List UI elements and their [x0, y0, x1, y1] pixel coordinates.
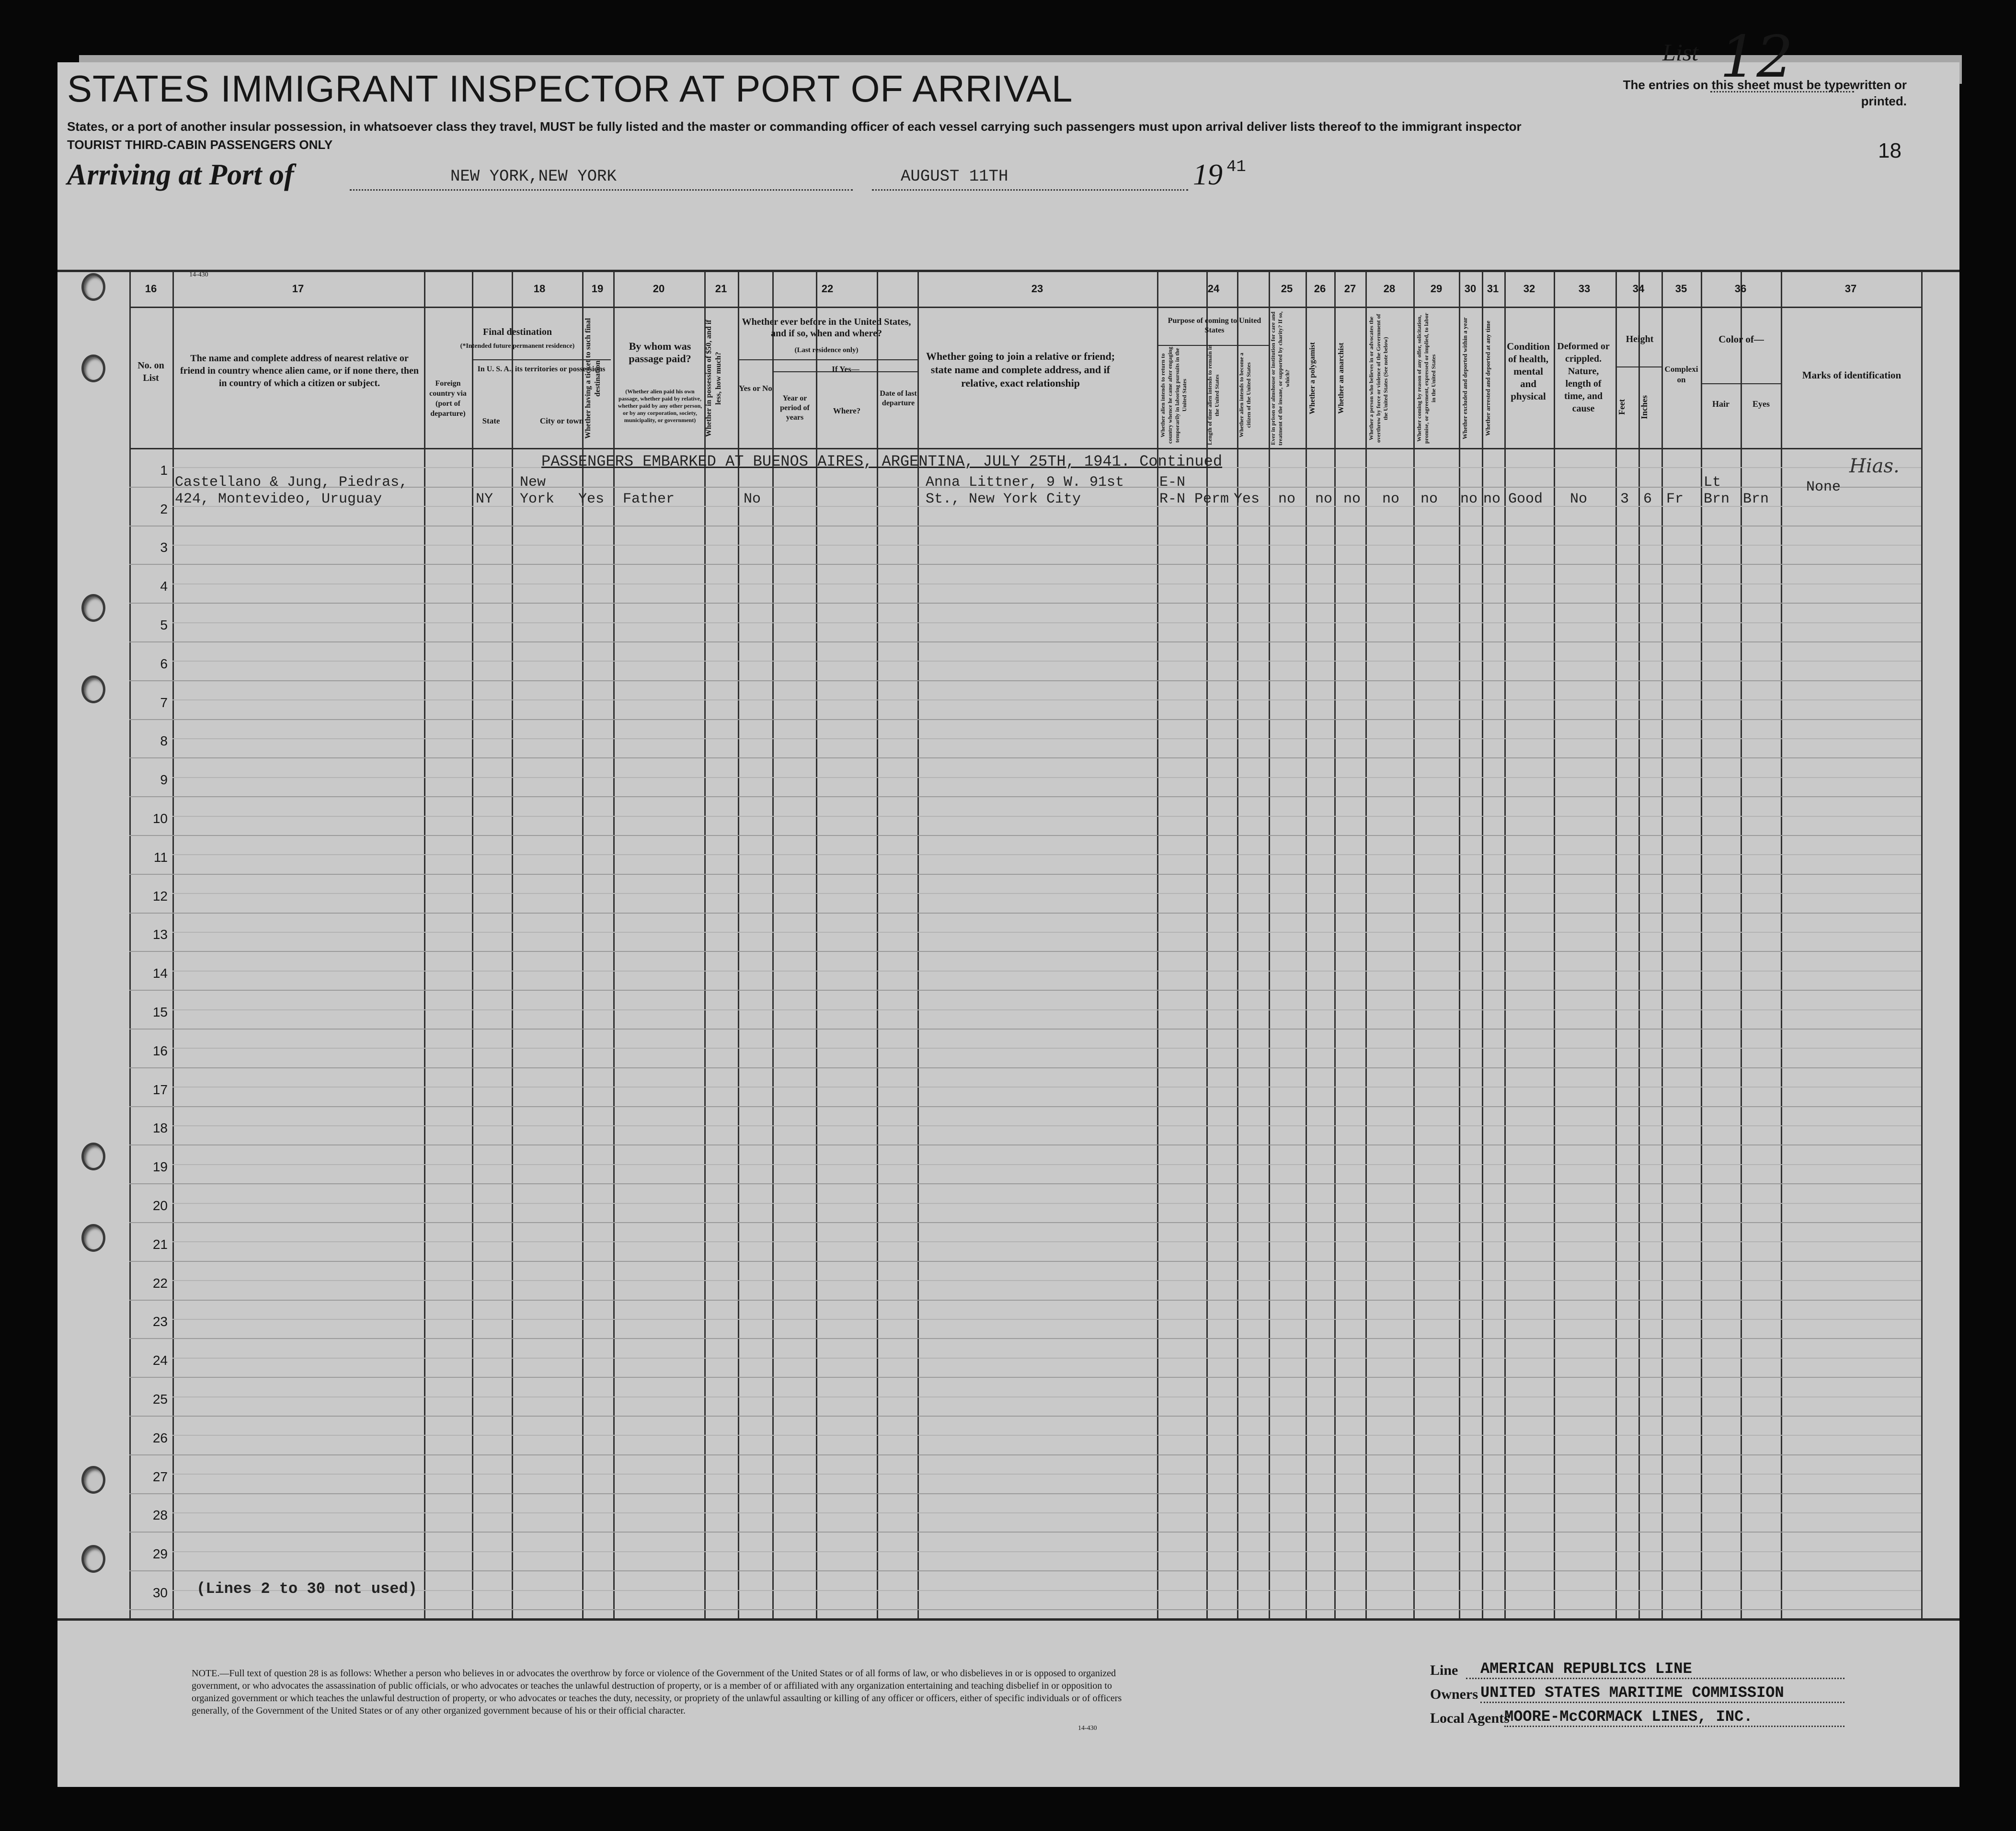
punch-hole-icon [81, 1545, 105, 1573]
col-header-no: No. on List [137, 360, 164, 383]
col-header-relative: The name and complete address of nearest relative or friend in country whence alien came, or if none there, then in country of which a citizen or subject. [180, 353, 419, 389]
row-number: 18 [152, 1121, 168, 1135]
height-inches: 6 [1643, 491, 1652, 507]
row-rule [129, 913, 1921, 914]
table-top-border [57, 270, 1959, 272]
row-rule [129, 1416, 1921, 1417]
unused-lines-note: (Lines 2 to 30 not used) [196, 1580, 417, 1598]
row-rule [129, 1144, 1921, 1145]
row-subrule [172, 1241, 1921, 1242]
row-number: 5 [160, 618, 168, 632]
row-rule [129, 1377, 1921, 1378]
row-rule [129, 1338, 1921, 1339]
row-subrule [172, 816, 1921, 817]
col-header-if-yes: If Yes— [832, 365, 859, 374]
column-number: 16 [145, 283, 157, 295]
header-bottom-rule [129, 448, 1921, 449]
row-subrule [172, 1125, 1921, 1126]
row-number: 29 [152, 1546, 168, 1561]
row-subrule [172, 545, 1921, 546]
row-rule [129, 564, 1921, 565]
row-number: 30 [152, 1585, 168, 1600]
row-rule [129, 990, 1921, 991]
row-number: 7 [160, 695, 168, 710]
row-number: 2 [160, 502, 168, 516]
row-subrule [172, 699, 1921, 700]
labor-offer-value: no [1420, 491, 1438, 507]
row-rule [129, 1454, 1921, 1455]
col-header-anarchist: Whether an anarchist [1337, 343, 1345, 414]
col-header-arrested: Whether arrested and deported at any time [1484, 320, 1491, 436]
column-number: 21 [715, 283, 727, 295]
row-rule [129, 1532, 1921, 1533]
col-header-feet: Feet [1617, 399, 1627, 415]
column-rule [1921, 271, 1923, 1618]
row-number: 17 [152, 1082, 168, 1097]
relative-address-line2: 424, Montevideo, Uruguay [175, 491, 382, 507]
column-number: 27 [1344, 283, 1356, 295]
col-header-polygamist: Whether a polygamist [1308, 342, 1317, 415]
col-subheader-passage: (Whether alien paid his own passage, whether paid by relative, whether paid by any other person, or by any corporation, society, municipality, or government) [618, 388, 702, 423]
col-header-color: Color of— [1718, 333, 1764, 345]
agents-value: MOORE-McCORMACK LINES, INC. [1504, 1708, 1753, 1726]
row-subrule [172, 738, 1921, 739]
row-number: 6 [160, 656, 168, 671]
col-subheader-before-us: (Last residence only) [794, 346, 859, 354]
handwritten-annotation: Hias. [1849, 455, 1900, 477]
row-rule [129, 1183, 1921, 1184]
punch-hole-icon [81, 675, 105, 703]
row-number: 10 [152, 811, 168, 826]
section-banner: PASSENGERS EMBARKED AT BUENOS AIRES, ARGENTINA, JULY 25TH, 1941. Continued [541, 453, 1223, 470]
column-number: 30 [1464, 283, 1477, 295]
height-feet: 3 [1620, 491, 1629, 507]
eyes-value: Brn [1743, 491, 1769, 507]
relative-address-line1: Castellano & Jung, Piedras, [175, 474, 408, 491]
row-rule [129, 951, 1921, 952]
row-number: 20 [152, 1198, 168, 1213]
row-subrule [172, 661, 1921, 662]
table-bottom-border [57, 1618, 1959, 1621]
row-number: 9 [160, 772, 168, 787]
row-subrule [172, 1590, 1921, 1591]
row-rule [129, 1222, 1921, 1223]
col-header-deformed: Deformed or crippled. Nature, length of time, and cause [1557, 341, 1610, 414]
col-header-last-departure: Date of last departure [880, 389, 917, 407]
row-subrule [172, 1551, 1921, 1552]
complexion-value: Fr [1666, 491, 1684, 507]
polygamist-value: no [1315, 491, 1333, 507]
row-number: 19 [152, 1159, 168, 1174]
deformed-value: No [1570, 491, 1588, 507]
row-subrule [172, 971, 1921, 972]
row-subrule [172, 1319, 1921, 1320]
join-relative-line1: Anna Littner, 9 W. 91st [926, 474, 1124, 491]
page-number: 18 [1878, 139, 1901, 162]
length-of-stay: Perm [1194, 491, 1229, 507]
row-rule [129, 1261, 1921, 1262]
purpose-line2: R-N [1159, 491, 1186, 507]
row-rule [129, 1300, 1921, 1301]
row-number: 8 [160, 733, 168, 748]
year-suffix: 41 [1226, 158, 1246, 176]
row-subrule [172, 1009, 1921, 1010]
col-header-hair: Hair [1712, 399, 1730, 409]
col-header-prison: Ever in prison or almshouse or institution for care and treatment of the insane, or supported by charity? If so, which? [1270, 311, 1291, 446]
line-value: AMERICAN REPUBLICS LINE [1480, 1660, 1692, 1678]
typewritten-note: The entries on this sheet must be typewritten or printed. [1623, 78, 1907, 108]
row-subrule [172, 893, 1921, 894]
col-header-height: Height [1626, 334, 1654, 344]
header-sub-rule [738, 359, 917, 360]
col-header-usa-group: In U. S. A., its territories or possessions [477, 365, 606, 373]
col-header-where: Where? [833, 406, 861, 415]
dest-state: NY [476, 491, 493, 507]
col-header-state: State [482, 416, 500, 425]
row-subrule [172, 1358, 1921, 1359]
punch-hole-icon [81, 594, 105, 622]
row-subrule [172, 1435, 1921, 1436]
col-header-years: Year or period of years [780, 394, 810, 422]
col-header-ticket: Whether having a ticket to such final destination [584, 318, 602, 439]
row-number: 21 [152, 1237, 168, 1252]
row-rule [129, 1106, 1921, 1107]
col-header-before-us: Whether ever before in the United States, and if so, when and where? [742, 317, 911, 339]
list-number: 12 [1720, 24, 1793, 91]
col-header-eyes: Eyes [1753, 399, 1770, 409]
row-rule [129, 680, 1921, 681]
row-number: 27 [152, 1469, 168, 1484]
col-header-inches: Inches [1639, 395, 1649, 420]
question-28-note: NOTE.—Full text of question 28 is as follows: Whether a person who believes in or advocates the overthrow by force or violence of the Government of the United States or of all forms of law, or who disbelieves in or is opposed to organized government, or who advocates the assassination of public officials, or who advocates or teaches the unlawful destruction of property, or is a member of or affiliated with any organization entertaining and teaching disbelief in or opposition to organized government or which teaches the unlawful destruction of property, or who advocates or teaches the duty, necessity, or propriety of the unlawful assaulting or killing of any officer or officers, either of specific individuals or of officers generally, of the Government of the United States or of any other organized government because of his or their official character. [192, 1668, 1122, 1716]
column-number: 28 [1383, 283, 1396, 295]
col-header-overthrow: Whether a person who believes in or advocates the overthrow by force or violence of the Government of the United States (See note below) [1368, 314, 1389, 443]
row-number: 23 [152, 1314, 168, 1329]
col-header-purpose: Purpose of coming to United States [1168, 317, 1261, 334]
col-header-foreign-country: Foreign country via (port of departure) [429, 379, 467, 418]
column-number: 17 [292, 283, 304, 295]
hair-line2: Brn [1704, 491, 1730, 507]
column-number: 29 [1430, 283, 1443, 295]
health-value: Good [1508, 491, 1543, 507]
agents-label: Local Agents [1430, 1710, 1510, 1726]
ticket-value: Yes [578, 491, 605, 507]
row-rule [129, 1029, 1921, 1030]
column-number: 18 [533, 283, 546, 295]
row-rule [129, 1493, 1921, 1494]
row-number: 15 [152, 1005, 168, 1019]
row-subrule [172, 622, 1921, 623]
row-number: 1 [160, 463, 168, 478]
owners-value: UNITED STATES MARITIME COMMISSION [1480, 1684, 1784, 1702]
row-subrule [172, 1048, 1921, 1049]
port-of-arrival: NEW YORK,NEW YORK [450, 168, 617, 186]
column-number: 32 [1523, 283, 1535, 295]
punch-hole-icon [81, 1224, 105, 1252]
col-header-final-dest: Final destination [483, 327, 552, 337]
column-number: 33 [1578, 283, 1591, 295]
row-number: 14 [152, 966, 168, 981]
row-rule [129, 874, 1921, 875]
before-in-us: No [744, 491, 761, 507]
row-number: 22 [152, 1276, 168, 1291]
prison-value: no [1278, 491, 1296, 507]
row-subrule [172, 932, 1921, 933]
row-subrule [172, 854, 1921, 855]
column-number: 35 [1675, 283, 1687, 295]
row-subrule [172, 1512, 1921, 1513]
row-number: 26 [152, 1430, 168, 1445]
row-number: 12 [152, 889, 168, 904]
column-number: 23 [1031, 283, 1043, 295]
row-rule [129, 603, 1921, 604]
row-subrule [172, 1164, 1921, 1165]
dest-city-line1: New [520, 474, 546, 491]
punch-hole-icon [81, 1466, 105, 1494]
passage-paid-by: Father [623, 491, 675, 507]
row-number: 24 [152, 1353, 168, 1368]
arrested-value: no [1483, 491, 1501, 507]
column-number: 20 [653, 283, 665, 295]
col-header-join-relative: Whether going to join a relative or friend; state name and complete address, and if relative, exact relationship [926, 350, 1115, 389]
col-header-return-intent: Whether alien intends to return to country whence he came after engaging temporarily in laboring pursuits in the United States [1159, 346, 1188, 444]
citizen-intent: Yes [1234, 491, 1260, 507]
arriving-label: Arriving at Port of [67, 159, 294, 191]
manifest-sheet [57, 62, 1959, 1787]
col-header-fifty-dollars: Whether in possession of $50, and if less, how much? [705, 320, 722, 437]
col-header-yes-no: Yes or No [739, 384, 772, 393]
form-code-top: 14-430 [189, 271, 208, 278]
column-number: 25 [1281, 283, 1293, 295]
column-number: 26 [1314, 283, 1326, 295]
col-header-complexion: Complexion [1664, 365, 1698, 384]
column-number: 24 [1207, 283, 1220, 295]
col-header-health: Condition of health, mental and physical [1507, 341, 1550, 402]
colnum-rule [129, 307, 1921, 308]
year-prefix: 19 [1193, 159, 1223, 191]
row-rule [129, 1570, 1921, 1571]
purpose-line1: E-N [1159, 474, 1186, 491]
row-number: 4 [160, 579, 168, 594]
col-header-length-stay: Length of time alien intends to remain in the United States [1206, 345, 1220, 446]
col-header-excluded: Whether excluded and deported within a year [1461, 317, 1468, 440]
row-rule [129, 835, 1921, 836]
col-header-city: City or town [539, 416, 584, 425]
row-rule [129, 757, 1921, 758]
column-number: 37 [1844, 283, 1857, 295]
punch-hole-icon [81, 1143, 105, 1170]
overthrow-value: no [1382, 491, 1400, 507]
row-number: 3 [160, 540, 168, 555]
punch-hole-icon [81, 355, 105, 382]
owners-label: Owners [1430, 1686, 1478, 1702]
excluded-value: no [1460, 491, 1478, 507]
column-number: 19 [591, 283, 604, 295]
row-number: 11 [153, 850, 168, 865]
dest-city-line2: York [520, 491, 555, 507]
marks-value: None [1806, 479, 1841, 495]
row-number: 13 [152, 927, 168, 942]
row-number: 28 [152, 1508, 168, 1522]
col-header-labor-offer: Whether coming by reason of any offer, solicitation, promise, or agreement, expressed or implied, to labor in the United States [1416, 313, 1437, 444]
join-relative-line2: St., New York City [926, 491, 1081, 507]
row-rule [129, 796, 1921, 797]
punch-hole-icon [81, 273, 105, 301]
col-subheader-final-dest: (*Intended future permanent residence) [460, 343, 575, 350]
form-title: STATES IMMIGRANT INSPECTOR AT PORT OF ARRIVAL [67, 68, 1073, 110]
row-number: 25 [152, 1392, 168, 1407]
col-header-passage: By whom was passage paid? [629, 340, 691, 365]
column-number: 34 [1632, 283, 1645, 295]
row-subrule [172, 777, 1921, 778]
col-header-marks: Marks of identification [1802, 369, 1901, 381]
column-number: 36 [1734, 283, 1747, 295]
list-label: List [1662, 39, 1699, 66]
row-rule [129, 1609, 1921, 1610]
header-sub-rule [1701, 383, 1781, 384]
row-subrule [172, 1396, 1921, 1397]
header-sub-rule [1615, 366, 1661, 367]
row-rule [129, 719, 1921, 720]
row-number: 16 [152, 1043, 168, 1058]
column-number: 22 [821, 283, 834, 295]
row-rule [129, 1067, 1921, 1068]
column-number: 31 [1487, 283, 1499, 295]
hair-line1: Lt [1704, 474, 1721, 491]
col-header-citizen-intent: Whether alien intends to become a citizen of the United States [1238, 353, 1252, 438]
row-subrule [172, 1280, 1921, 1281]
line-label: Line [1430, 1662, 1458, 1678]
form-instructions: States, or a port of another insular possession, in whatsoever class they travel, MUST be fully listed and the master or commanding officer of each vessel carrying such passengers must upon arrival deliver lists thereof to the immigrant inspector TOURIST THIRD-CABIN PASSENGERS ONLY [67, 119, 1522, 152]
row-subrule [172, 1474, 1921, 1475]
anarchist-value: no [1343, 491, 1361, 507]
row-subrule [172, 1203, 1921, 1204]
arrival-date: AUGUST 11TH [901, 168, 1008, 186]
row-rule [129, 641, 1921, 642]
form-code-bottom: 14-430 [1078, 1725, 1097, 1732]
